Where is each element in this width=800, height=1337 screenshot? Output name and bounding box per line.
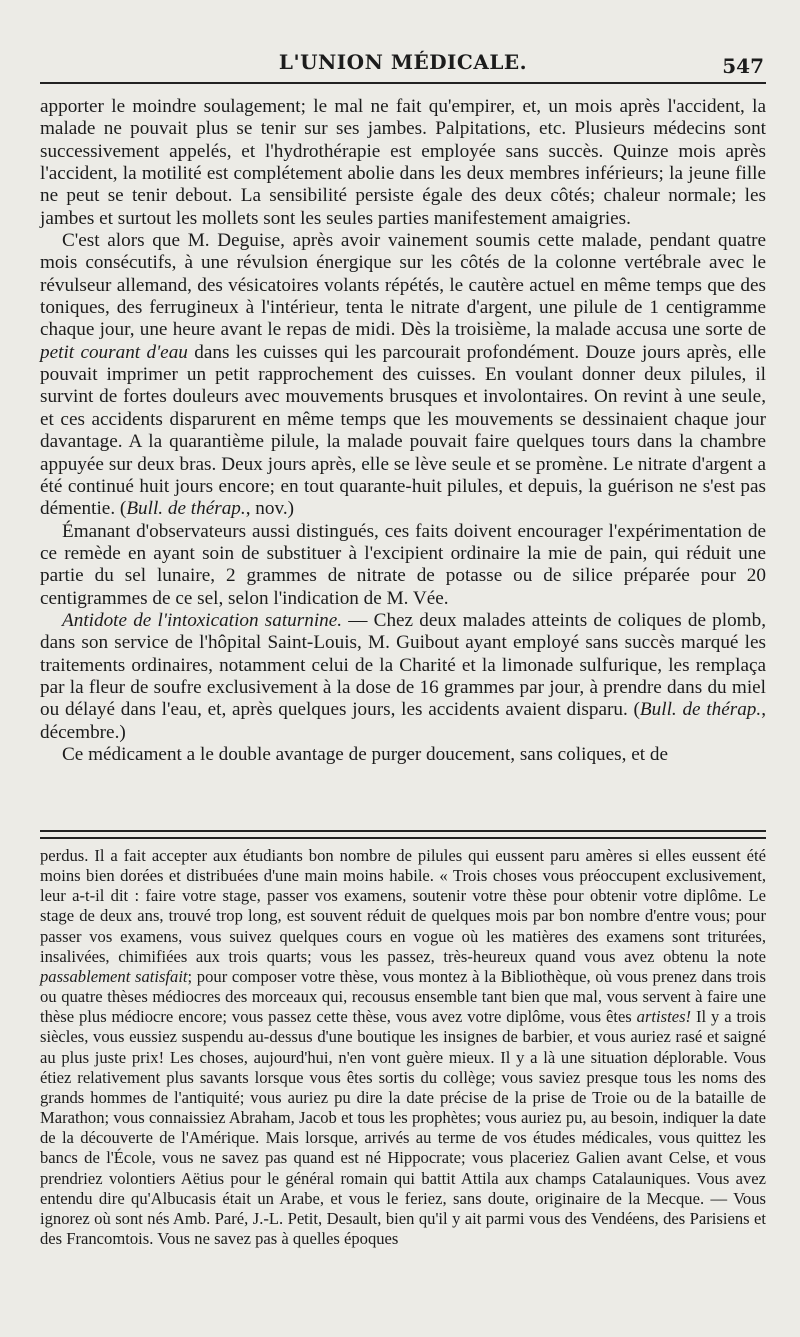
paragraph-2-italic: petit courant d'eau	[40, 341, 188, 363]
footnote-paragraph	[40, 846, 766, 1249]
paragraph-2-text-c: , nov.)	[245, 498, 295, 520]
paragraph-5-text: Ce médicament a le double avantage de purger doucement, sans coliques, et de	[62, 743, 668, 765]
paragraph-4-text-b: , décembre.)	[40, 699, 766, 743]
section-heading-antidote: Antidote de l'intoxication saturnine.	[62, 609, 343, 631]
paragraph-2	[40, 230, 766, 520]
paragraph-5	[40, 744, 766, 766]
paragraph-4-text-a: — Chez deux malades atteints de coliques de plomb, dans son service de l'hôpital Saint-Louis, M. Guibout ayant employé sans succès marqué les traitements ordinaires, notamment celui de la Charité et la limonade sulfurique, les remplaça par la fleur de soufre exclusivement à la dose de 16 grammes par jour, à prendre dans du miel ou délayé dans l'eau, et, après quelques jours, les accidents avaient disparu. (	[40, 609, 766, 721]
footnote-text-c: Il y a trois siècles, vous eussiez suspendu au-dessus d'une boutique les insignes de barbier, et vous auriez rasé et saigné au plus juste prix! Les choses, aujourd'hui, n'en vont guère mieux. Il y a là une situation déplorable. Vous étiez relativement plus savants lorsque vous êtes sortis du collège; vous saviez presque tous les noms des grands hommes de l'antiquité; vous auriez pu dire la date précise de la prise de Troie ou de la bataille de Marathon; vous connaissiez Abraham, Jacob et tous les prophètes; vous auriez pu, au besoin, indiquer la date de la découverte de l'Amérique. Mais lorsque, arrivés au terme de vos études médicales, vous quittez les bancs de l'École, vous ne savez pas quand est né Hippocrate; vous placeriez Galien avant Celse, et vous prendriez volontiers Aëtius pour le général romain qui battit Attila aux champs Catalauniques. Vous avez entendu dire qu'Albucasis était un Arabe, et vous le feriez, sans doute, originaire de la Mecque. — Vous ignorez où sont nés Amb. Paré, J.-L. Petit, Desault, bien qu'il y ait parmi vous des Vendéens, des Parisiens et des Francomtois. Vous ne savez pas à quelles époques	[40, 1007, 766, 1248]
paragraph-1	[40, 96, 766, 230]
footnote-italic-1: passablement satisfait	[40, 966, 188, 986]
footnote-text-a: perdus. Il a fait accepter aux étudiants bon nombre de pilules qui eussent paru amères si elles eussent été moins bien dorées et distribuées d'une main moins habile. « Trois choses vous préoccupent exclusivement, leur a-t-il dit : faire votre stage, passer vos examens, soutenir votre thèse pour obtenir votre diplôme. Le stage de deux ans, trouvé trop long, est souvent réduit de quelques mois par bon nombre d'entre vous; pour passer vos examens, vous suivez quelques cours en vogue où les matières des examens sont triturées, insalivées, chimifiées aux trois quarts; vous les passez, très-heureux quand vous avez obtenu la note	[40, 846, 766, 966]
journal-title: L'UNION MÉDICALE.	[278, 50, 528, 74]
paragraph-3-text: Émanant d'observateurs aussi distingués, ces faits doivent encourager l'expérimentation de ce remède en ayant soin de substituer à l'excipient ordinaire la mie de pain, qui réduit une partie du sel lunaire, 2 grammes de nitrate de potasse ou de silice préparée pour 20 centigrammes de ce sel, selon l'indication de M. Vée.	[40, 520, 766, 609]
header-rule	[40, 82, 766, 84]
paragraph-3	[40, 521, 766, 610]
footnote-italic-2: artistes!	[636, 1007, 692, 1027]
paragraph-2-text-a: C'est alors que M. Deguise, après avoir vainement soumis cette malade, pendant quatre mois consécutifs, à une révulsion énergique sur les côtés de la colonne vertébrale avec le révulseur allemand, des vésicatoires volants répétés, le cautère actuel en même temps que des toniques, des ferrugineux à l'intérieur, tenta le nitrate d'argent, une pilule de 1 centigramme chaque jour, une heure avant le repas de midi. Dès la troisième, la malade accusa une sorte de	[40, 230, 766, 341]
footnote-text	[40, 846, 766, 1249]
page-number: 547	[722, 54, 764, 78]
paragraph-2-source: Bull. de thérap.	[126, 498, 246, 520]
footnote-text-b: ; pour composer votre thèse, vous montez à la Bibliothèque, où vous prenez dans trois ou quatre thèses médiocres des morceaux qui, recousus ensemble tant bien que mal, vous servent à faire une thèse plus médiocre encore; vous passez cette thèse, vous avez votre diplôme, vous êtes	[40, 966, 766, 1027]
footnote-separator	[40, 830, 766, 839]
paragraph-4	[40, 610, 766, 744]
paragraph-1-text: apporter le moindre soulagement; le mal ne fait qu'empirer, et, un mois après l'accident, la malade ne pouvait plus se tenir sur ses jambes. Palpitations, etc. Plusieurs médecins sont successivement appelés, et l'hydrothérapie est employée sans succès. Quinze mois après l'accident, la motilité est complétement abolie dans les deux membres inférieurs; la jeune fille ne peut se tenir debout. La sensibilité persiste égale des deux côtés; chaleur normale; les jambes et surtout les mollets sont les seules parties manifestement amaigries.	[40, 96, 766, 229]
main-text	[40, 96, 766, 766]
paragraph-2-text-b: dans les cuisses qui les parcourait profondément. Douze jours après, elle pouvait imprimer un petit rapprochement des cuisses. En voulant donner deux pilules, il survint de fortes douleurs avec mouvements brusques et involontaires. On revint à une seule, et ces accidents disparurent en même temps que les mouvements se dessinaient chaque jour davantage. A la quarantième pilule, la malade pouvait faire quelques tours dans la chambre appuyée sur deux bras. Deux jours après, elle se lève seule et se promène. Le nitrate d'argent a été continué huit jours encore; en tout quarante-huit pilules, et depuis, la guérison ne s'est pas démentie. (	[40, 341, 766, 520]
paragraph-4-source: Bull. de thérap.	[639, 699, 762, 721]
running-header	[40, 50, 766, 80]
